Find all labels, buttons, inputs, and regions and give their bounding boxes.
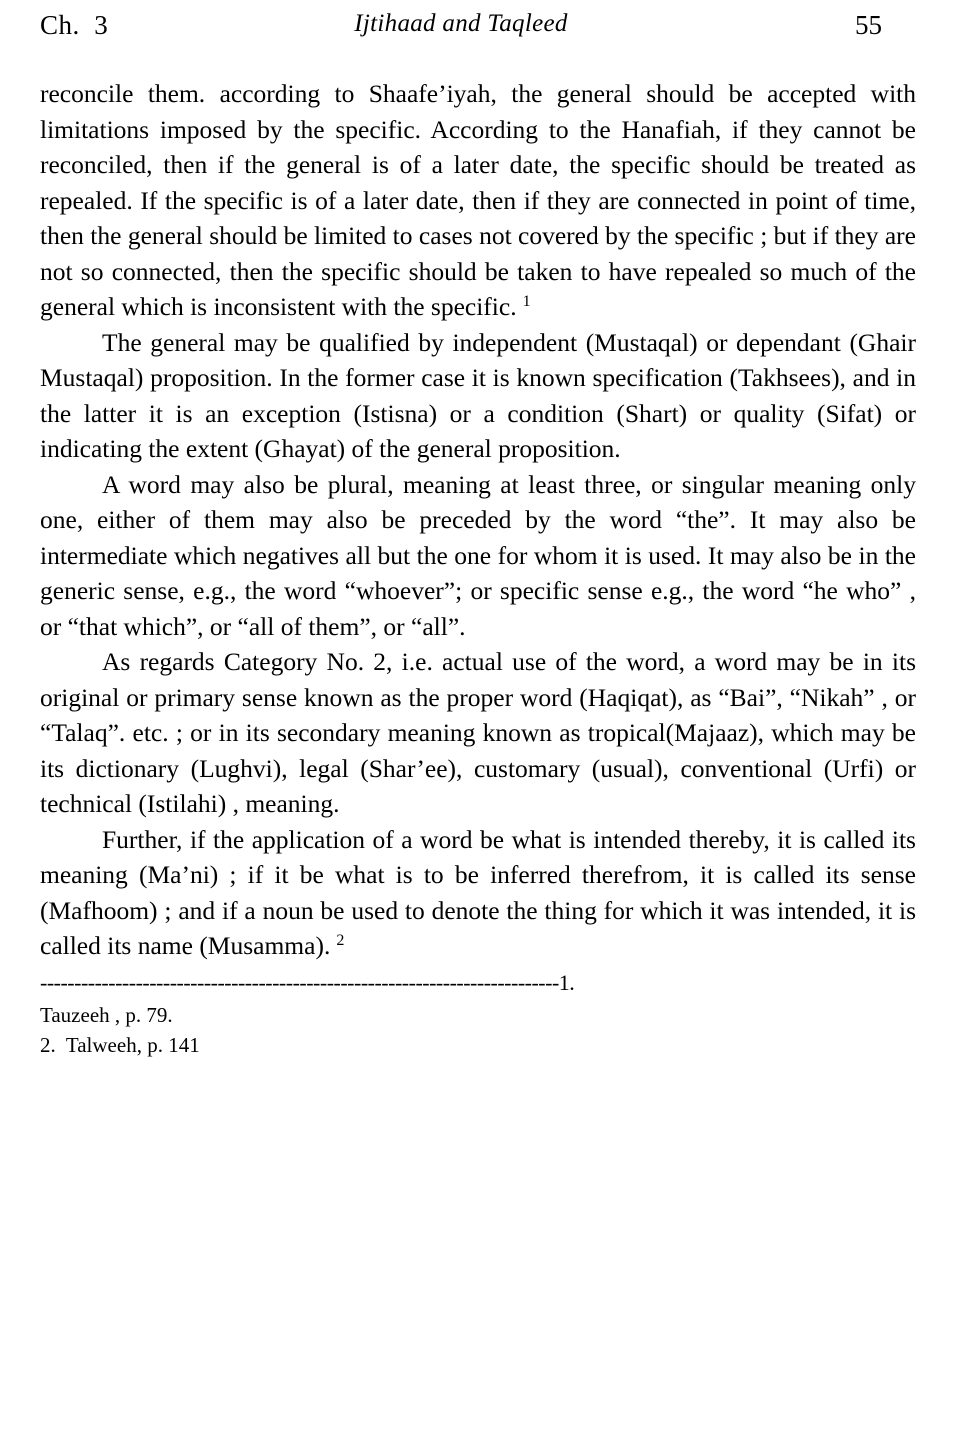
body-text bbox=[40, 76, 916, 964]
paragraph-5-text: Further, if the application of a word be what is intended thereby, it is called its meaning (Ma’ni) ; if it be what is to be inferred therefrom, it is called its sense (Mafhoom) ; and if a noun be used to denote the thing for which it was intended, it is called its name (Musamma). bbox=[40, 824, 916, 960]
footnote-entry: Tauzeeh , p. 79. bbox=[40, 1002, 173, 1027]
paragraph-2-text: The general may be qualified by independent (Mustaqal) or dependant (Ghair Mustaqal) proposition. In the former case it is known specification (Takhsees), and in the latter it is an exception (Istisna) or a condition (Shart) or quality (Sifat) or indicating the extent (Ghayat) of the general proposition. bbox=[40, 327, 916, 463]
footnote-marker-1: 1 bbox=[522, 292, 531, 310]
page-number: 55 bbox=[855, 10, 882, 40]
document-page bbox=[0, 10, 960, 1456]
header-book-title: Ijtihaad and Taqleed bbox=[354, 10, 568, 37]
paragraph-4-text: As regards Category No. 2, i.e. actual use of the word, a word may be in its original or primary sense known as the proper word (Haqiqat), as “Bai”, “Nikah” , or “Talaq”. etc. ; or in its secondary meaning known as tropical(Majaaz), which may be its dictionary (Lughvi), legal (Shar’ee), customary (usual), conventional (Urfi) or technical (Istilahi) , meaning. bbox=[40, 647, 916, 818]
paragraph-3 bbox=[40, 467, 916, 645]
paragraph-3-text: A word may also be plural, meaning at least three, or singular meaning only one, either of them may also be preceded by the word “the”. It may also be intermediate which negatives all but the one for whom it is used. It may also be in the generic sense, e.g., the word “whoever”; or specific sense e.g., the word “he who” , or “that which”, or “all of them”, or “all”. bbox=[40, 469, 916, 641]
footnote-separator: ----------------------------------------------------------------------------1. bbox=[40, 969, 575, 995]
paragraph-1 bbox=[40, 76, 916, 325]
page-header bbox=[40, 10, 882, 54]
footnote-entry: 2. Talweeh, p. 141 bbox=[40, 1032, 200, 1057]
paragraph-5 bbox=[40, 822, 916, 964]
paragraph-1-text: reconcile them. according to Shaafe’iyah, the general should be accepted with limitations imposed by the specific. According to the Hanafiah, if they cannot be reconciled, then if the general is of a later date, the specific should be treated as repealed. If the specific is of a later date, then if they are connected in point of time, then the general should be limited to cases not covered by the specific ; but if they are not so connected, then the specific should be taken to have repealed so much of the general which is inconsistent with the specific. bbox=[40, 79, 916, 321]
footnote-block bbox=[40, 1000, 916, 1060]
paragraph-4 bbox=[40, 644, 916, 822]
header-chapter-label: Ch. 3 bbox=[40, 10, 109, 40]
paragraph-2 bbox=[40, 325, 916, 467]
footnote-marker-2: 2 bbox=[336, 931, 345, 949]
